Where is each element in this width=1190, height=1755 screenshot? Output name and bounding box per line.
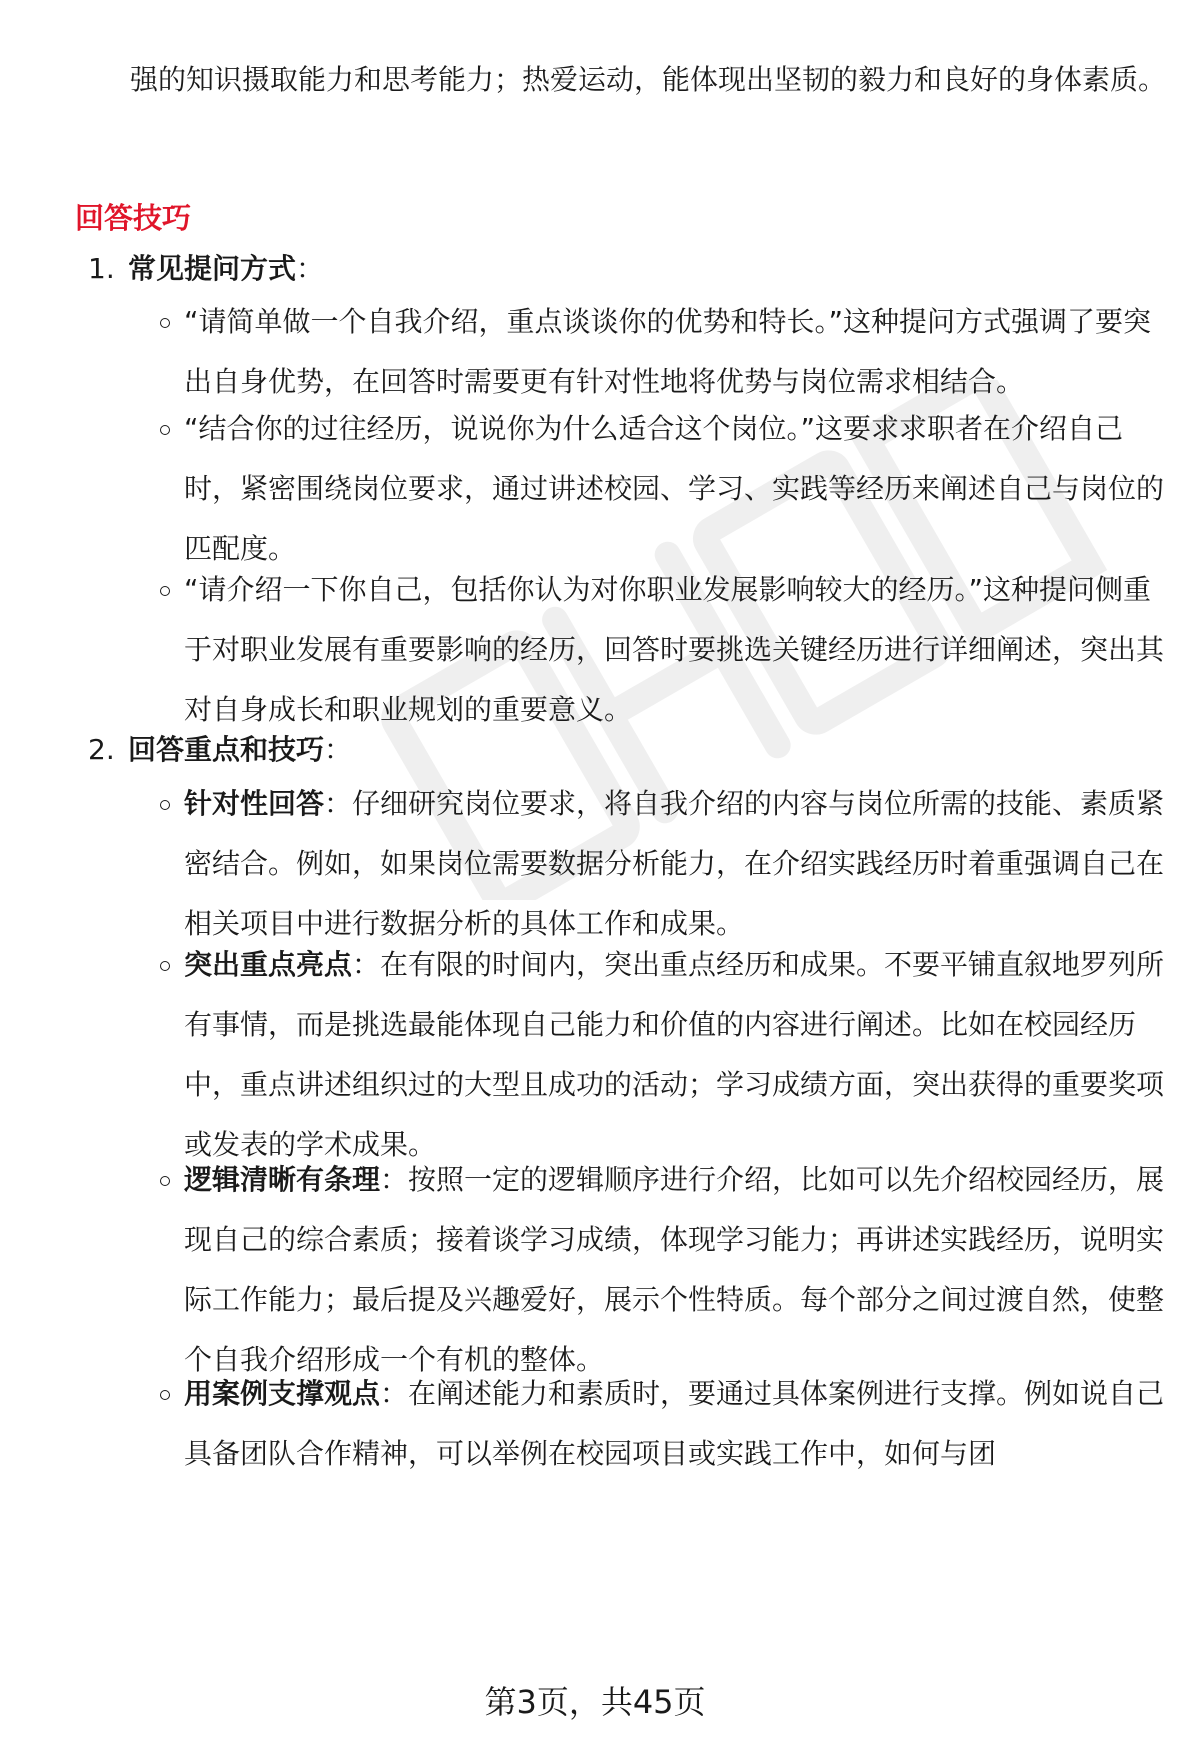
- bullet-item: “请介绍一下你自己，包括你认为对你职业发展影响较大的经历。”这种提问侧重于对职业发展有重要影响的经历，回答时要挑选关键经历进行详细阐述，突出其对自身成长和职业规划的重要意义。: [160, 560, 1170, 740]
- bullet-item: 针对性回答：仔细研究岗位要求，将自我介绍的内容与岗位所需的技能、素质紧密结合。例如，如果岗位需要数据分析能力，在介绍实践经历时着重强调自己在相关项目中进行数据分析的具体工作和成果。: [160, 774, 1170, 954]
- bullet-icon: [160, 1390, 170, 1400]
- list-number: 1.: [88, 252, 115, 285]
- bullet-title: 针对性回答: [184, 787, 325, 820]
- bullet-title: 突出重点亮点: [184, 948, 353, 981]
- bullet-title: 用案例支撑观点: [184, 1377, 381, 1410]
- section-title: 回答技巧: [75, 201, 192, 235]
- list-item-1: 1. 常见提问方式：: [88, 239, 324, 299]
- list-number: 2.: [88, 733, 115, 766]
- list-item-2: 2. 回答重点和技巧：: [88, 720, 352, 780]
- bullet-item: 逻辑清晰有条理：按照一定的逻辑顺序进行介绍，比如可以先介绍校园经历，展现自己的综合素质；接着谈学习成绩，体现学习能力；再讲述实践经历，说明实际工作能力；最后提及兴趣爱好，展示个性特质。每个部分之间过渡自然，使整个自我介绍形成一个有机的整体。: [160, 1150, 1170, 1390]
- bullet-icon: [160, 1176, 170, 1186]
- bullet-item: 突出重点亮点：在有限的时间内，突出重点经历和成果。不要平铺直叙地罗列所有事情，而是挑选最能体现自己能力和价值的内容进行阐述。比如在校园经历中，重点讲述组织过的大型且成功的活动；学习成绩方面，突出获得的重要奖项或发表的学术成果。: [160, 935, 1170, 1175]
- bullet-icon: [160, 318, 170, 328]
- bullet-icon: [160, 586, 170, 596]
- list-item-title: 回答重点和技巧: [128, 733, 325, 766]
- bullet-item: “结合你的过往经历，说说你为什么适合这个岗位。”这要求求职者在介绍自己时，紧密围绕岗位要求，通过讲述校园、学习、实践等经历来阐述自己与岗位的匹配度。: [160, 399, 1170, 579]
- bullet-item: 用案例支撑观点：在阐述能力和素质时，要通过具体案例进行支撑。例如说自己具备团队合作精神，可以举例在校园项目或实践工作中，如何与团: [160, 1364, 1170, 1484]
- bullet-icon: [160, 800, 170, 810]
- page-number: 第3页，共45页: [484, 1683, 706, 1721]
- intro-continuation: 强的知识摄取能力和思考能力；热爱运动，能体现出坚韧的毅力和良好的身体素质。: [130, 63, 1167, 96]
- bullet-icon: [160, 961, 170, 971]
- list-item-title: 常见提问方式: [128, 252, 297, 285]
- bullet-icon: [160, 425, 170, 435]
- bullet-title: 逻辑清晰有条理: [184, 1163, 381, 1196]
- bullet-item: “请简单做一个自我介绍，重点谈谈你的优势和特长。”这种提问方式强调了要突出自身优势，在回答时需要更有针对性地将优势与岗位需求相结合。: [160, 292, 1170, 412]
